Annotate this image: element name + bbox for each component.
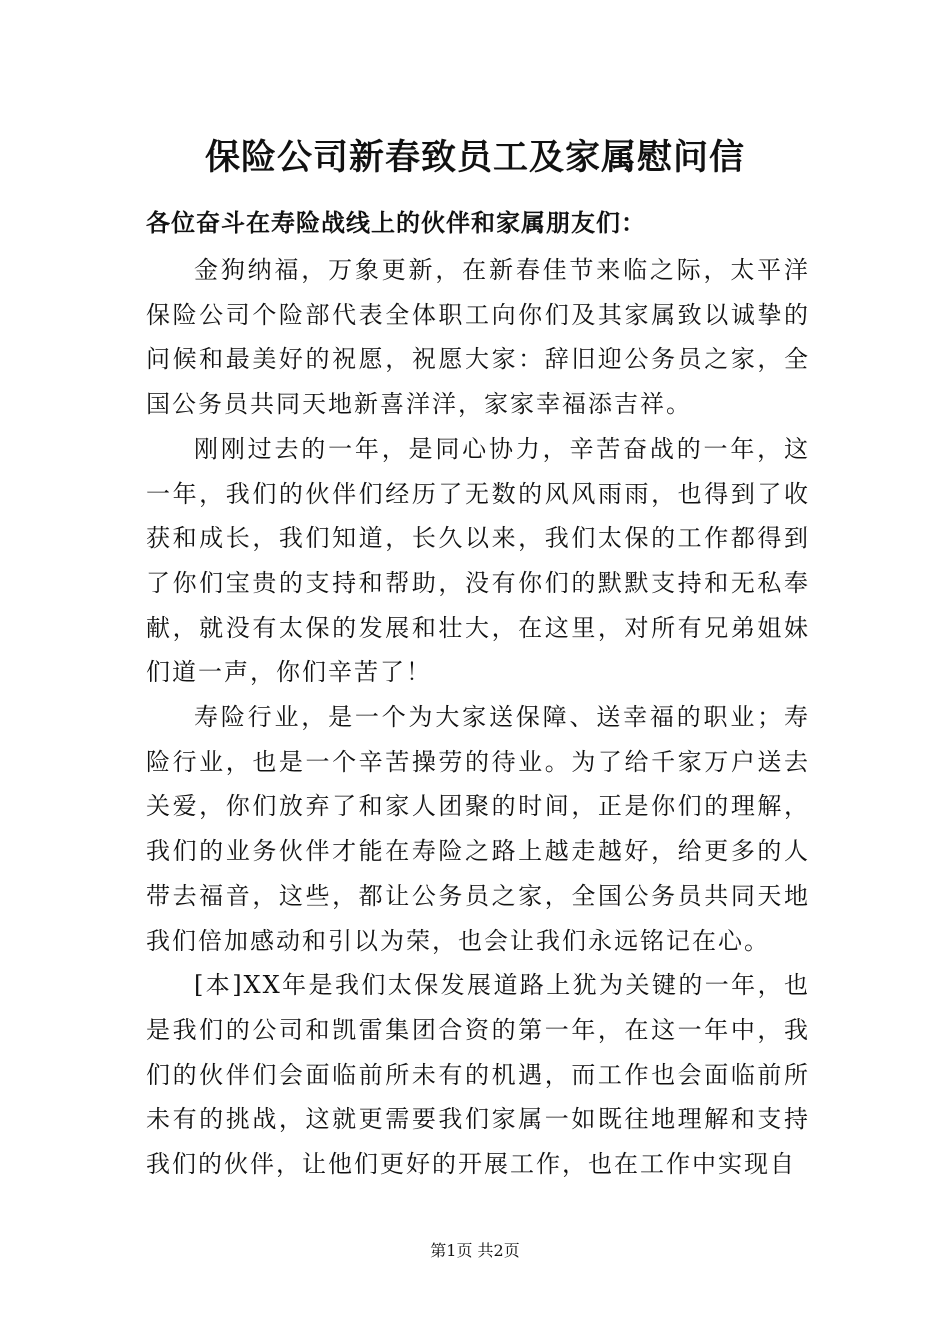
letter-body — [146, 248, 810, 1187]
page-footer: 第1页 共2页 — [430, 1241, 520, 1260]
salutation: 各位奋斗在寿险战线上的伙伴和家属朋友们： — [146, 208, 646, 237]
paragraph: 金狗纳福，万象更新，在新春佳节来临之际，太平洋保险公司个险部代表全体职工向你们及其家属致以诚挚的问候和最美好的祝愿，祝愿大家：辞旧迎公务员之家，全国公务员共同天地新喜洋洋，家家幸福添吉祥。 — [146, 256, 810, 419]
paragraph: [本]XX年是我们太保发展道路上犹为关键的一年，也是我们的公司和凯雷集团合资的第一年，在这一年中，我们的伙伴们会面临前所未有的机遇，而工作也会面临前所未有的挑战，这就更需要我们家属一如既往地理解和支持我们的伙伴，让他们更好的开展工作，也在工作中实现自 — [146, 971, 810, 1179]
paragraph: 刚刚过去的一年，是同心协力，辛苦奋战的一年，这一年，我们的伙伴们经历了无数的风风雨雨，也得到了收获和成长，我们知道，长久以来，我们太保的工作都得到了你们宝贵的支持和帮助，没有你们的默默支持和无私奉献，就没有太保的发展和壮大，在这里，对所有兄弟姐妹们道一声，你们辛苦了！ — [146, 434, 810, 687]
paragraph: 寿险行业，是一个为大家送保障、送幸福的职业；寿险行业，也是一个辛苦操劳的待业。为了给千家万户送去关爱，你们放弃了和家人团聚的时间，正是你们的理解，我们的业务伙伴才能在寿险之路上越走越好，给更多的人带去福音，这些，都让公务员之家，全国公务员共同天地我们倍加感动和引以为荣，也会让我们永远铭记在心。 — [146, 703, 810, 955]
document-title: 保险公司新春致员工及家属慰问信 — [204, 137, 745, 178]
